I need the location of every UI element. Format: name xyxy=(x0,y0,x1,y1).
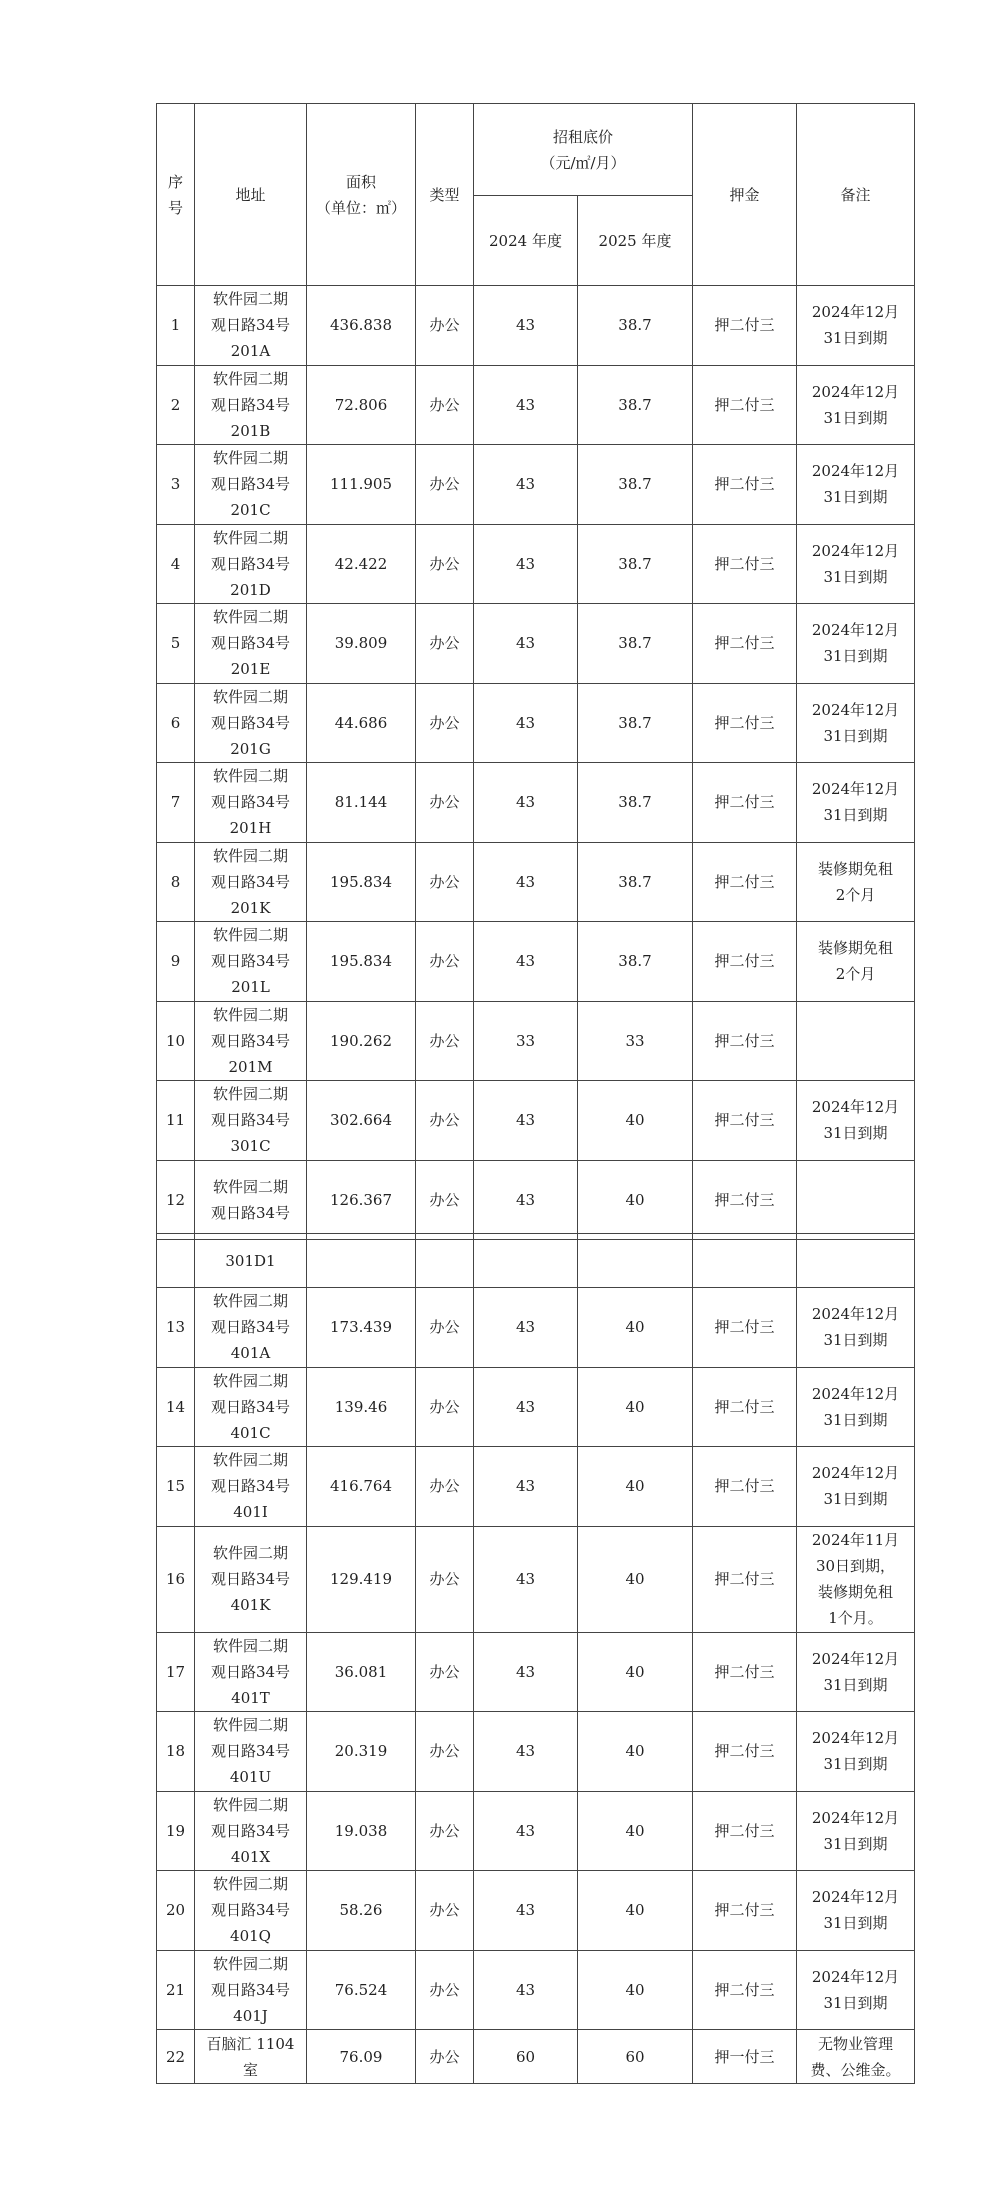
cont-cell xyxy=(578,1234,693,1288)
price-2025-cell: 38.7 xyxy=(578,524,693,604)
seq-cell: 2 xyxy=(157,365,195,445)
type-cell: 办公 xyxy=(416,1526,474,1632)
table-body-page1 xyxy=(157,286,915,1240)
table-row xyxy=(157,286,915,366)
deposit-cell: 押二付三 xyxy=(693,524,797,604)
header-address: 地址 xyxy=(195,104,307,286)
area-cell: 111.905 xyxy=(307,445,416,525)
header-year-2024: 2024 年度 xyxy=(474,196,578,286)
type-cell: 办公 xyxy=(416,683,474,763)
address-cell: 软件园二期 观日路34号 401X xyxy=(195,1791,307,1871)
address-cell: 软件园二期 观日路34号 401I xyxy=(195,1447,307,1527)
remark-cell: 2024年12月 31日到期 xyxy=(797,1288,915,1368)
price-2025-cell: 40 xyxy=(578,1447,693,1527)
deposit-cell: 押二付三 xyxy=(693,1632,797,1712)
deposit-cell: 押二付三 xyxy=(693,1526,797,1632)
deposit-cell: 押二付三 xyxy=(693,1001,797,1081)
price-2025-cell: 40 xyxy=(578,1950,693,2030)
seq-cell: 18 xyxy=(157,1712,195,1792)
seq-cell: 17 xyxy=(157,1632,195,1712)
rental-table-page1 xyxy=(156,103,915,1240)
area-cell: 20.319 xyxy=(307,1712,416,1792)
table-row xyxy=(157,842,915,922)
header-base-price: 招租底价 （元/㎡/月） xyxy=(474,104,693,196)
type-cell: 办公 xyxy=(416,1632,474,1712)
address-cell: 软件园二期 观日路34号 201M xyxy=(195,1001,307,1081)
area-cell: 302.664 xyxy=(307,1081,416,1161)
price-2024-cell: 43 xyxy=(474,1791,578,1871)
type-cell: 办公 xyxy=(416,1712,474,1792)
area-cell: 190.262 xyxy=(307,1001,416,1081)
address-cell: 软件园二期 观日路34号 401U xyxy=(195,1712,307,1792)
header-type: 类型 xyxy=(416,104,474,286)
header-deposit: 押金 xyxy=(693,104,797,286)
price-2025-cell: 40 xyxy=(578,1712,693,1792)
remark-cell: 2024年11月 30日到期， 装修期免租 1个月。 xyxy=(797,1526,915,1632)
type-cell: 办公 xyxy=(416,604,474,684)
remark-cell xyxy=(797,1160,915,1240)
price-2024-cell: 43 xyxy=(474,365,578,445)
price-2025-cell: 40 xyxy=(578,1160,693,1240)
address-cell: 软件园二期 观日路34号 401J xyxy=(195,1950,307,2030)
seq-cell: 11 xyxy=(157,1081,195,1161)
address-cell: 软件园二期 观日路34号 201H xyxy=(195,763,307,843)
address-cell: 软件园二期 观日路34号 201A xyxy=(195,286,307,366)
address-cell: 软件园二期 观日路34号 401K xyxy=(195,1526,307,1632)
price-2025-cell: 40 xyxy=(578,1081,693,1161)
type-cell: 办公 xyxy=(416,922,474,1002)
continuation-row xyxy=(157,1234,915,1288)
seq-cell: 15 xyxy=(157,1447,195,1527)
type-cell: 办公 xyxy=(416,1367,474,1447)
area-cell: 76.09 xyxy=(307,2030,416,2084)
type-cell: 办公 xyxy=(416,365,474,445)
type-cell: 办公 xyxy=(416,1288,474,1368)
table-row xyxy=(157,2030,915,2084)
price-2025-cell: 60 xyxy=(578,2030,693,2084)
type-cell: 办公 xyxy=(416,286,474,366)
cont-address-cell: 301D1 xyxy=(195,1234,307,1288)
remark-cell: 2024年12月 31日到期 xyxy=(797,365,915,445)
remark-cell: 无物业管理 费、公维金。 xyxy=(797,2030,915,2084)
seq-cell: 19 xyxy=(157,1791,195,1871)
remark-cell: 2024年12月 31日到期 xyxy=(797,1871,915,1951)
area-cell: 42.422 xyxy=(307,524,416,604)
type-cell: 办公 xyxy=(416,524,474,604)
seq-cell: 7 xyxy=(157,763,195,843)
table-row xyxy=(157,365,915,445)
seq-cell: 13 xyxy=(157,1288,195,1368)
area-cell: 416.764 xyxy=(307,1447,416,1527)
address-cell: 百脑汇 1104 室 xyxy=(195,2030,307,2084)
area-cell: 19.038 xyxy=(307,1791,416,1871)
type-cell: 办公 xyxy=(416,1160,474,1240)
table-row xyxy=(157,1950,915,2030)
area-cell: 81.144 xyxy=(307,763,416,843)
price-2024-cell: 43 xyxy=(474,1871,578,1951)
remark-cell: 2024年12月 31日到期 xyxy=(797,1950,915,2030)
type-cell: 办公 xyxy=(416,763,474,843)
deposit-cell: 押二付三 xyxy=(693,763,797,843)
type-cell: 办公 xyxy=(416,445,474,525)
price-2025-cell: 38.7 xyxy=(578,604,693,684)
table-row xyxy=(157,1001,915,1081)
address-cell: 软件园二期 观日路34号 401A xyxy=(195,1288,307,1368)
remark-cell: 2024年12月 31日到期 xyxy=(797,763,915,843)
cont-cell xyxy=(416,1234,474,1288)
seq-cell: 14 xyxy=(157,1367,195,1447)
area-cell: 436.838 xyxy=(307,286,416,366)
price-2025-cell: 40 xyxy=(578,1791,693,1871)
header-seq: 序 号 xyxy=(157,104,195,286)
seq-cell: 5 xyxy=(157,604,195,684)
type-cell: 办公 xyxy=(416,1001,474,1081)
seq-cell: 16 xyxy=(157,1526,195,1632)
price-2025-cell: 38.7 xyxy=(578,842,693,922)
cont-cell xyxy=(474,1234,578,1288)
deposit-cell: 押二付三 xyxy=(693,1950,797,2030)
type-cell: 办公 xyxy=(416,1081,474,1161)
price-2025-cell: 38.7 xyxy=(578,365,693,445)
table-row xyxy=(157,922,915,1002)
type-cell: 办公 xyxy=(416,1950,474,2030)
address-cell: 软件园二期 观日路34号 201E xyxy=(195,604,307,684)
deposit-cell: 押二付三 xyxy=(693,683,797,763)
seq-cell: 22 xyxy=(157,2030,195,2084)
address-cell: 软件园二期 观日路34号 201B xyxy=(195,365,307,445)
price-2024-cell: 43 xyxy=(474,1160,578,1240)
price-2024-cell: 43 xyxy=(474,1367,578,1447)
cont-cell xyxy=(693,1234,797,1288)
price-2024-cell: 60 xyxy=(474,2030,578,2084)
price-2024-cell: 43 xyxy=(474,1526,578,1632)
deposit-cell: 押二付三 xyxy=(693,1712,797,1792)
seq-cell: 4 xyxy=(157,524,195,604)
seq-cell: 1 xyxy=(157,286,195,366)
seq-cell: 8 xyxy=(157,842,195,922)
deposit-cell: 押二付三 xyxy=(693,1791,797,1871)
cont-cell xyxy=(307,1234,416,1288)
seq-cell: 9 xyxy=(157,922,195,1002)
remark-cell: 2024年12月 31日到期 xyxy=(797,1367,915,1447)
area-cell: 195.834 xyxy=(307,922,416,1002)
price-2024-cell: 43 xyxy=(474,1447,578,1527)
price-2024-cell: 43 xyxy=(474,1288,578,1368)
address-cell: 软件园二期 观日路34号 201G xyxy=(195,683,307,763)
deposit-cell: 押二付三 xyxy=(693,604,797,684)
table-row xyxy=(157,604,915,684)
area-cell: 44.686 xyxy=(307,683,416,763)
price-2024-cell: 43 xyxy=(474,1950,578,2030)
remark-cell: 2024年12月 31日到期 xyxy=(797,1712,915,1792)
table-row xyxy=(157,445,915,525)
deposit-cell: 押一付三 xyxy=(693,2030,797,2084)
table-row xyxy=(157,683,915,763)
table-row xyxy=(157,1081,915,1161)
remark-cell: 2024年12月 31日到期 xyxy=(797,604,915,684)
type-cell: 办公 xyxy=(416,2030,474,2084)
price-2024-cell: 43 xyxy=(474,1632,578,1712)
address-cell: 软件园二期 观日路34号 401C xyxy=(195,1367,307,1447)
deposit-cell: 押二付三 xyxy=(693,922,797,1002)
area-cell: 195.834 xyxy=(307,842,416,922)
remark-cell: 2024年12月 31日到期 xyxy=(797,1447,915,1527)
deposit-cell: 押二付三 xyxy=(693,1871,797,1951)
seq-cell: 6 xyxy=(157,683,195,763)
price-2024-cell: 33 xyxy=(474,1001,578,1081)
address-cell: 软件园二期 观日路34号 201L xyxy=(195,922,307,1002)
price-2025-cell: 40 xyxy=(578,1367,693,1447)
seq-cell: 20 xyxy=(157,1871,195,1951)
deposit-cell: 押二付三 xyxy=(693,842,797,922)
price-2024-cell: 43 xyxy=(474,683,578,763)
deposit-cell: 押二付三 xyxy=(693,286,797,366)
area-cell: 139.46 xyxy=(307,1367,416,1447)
price-2025-cell: 40 xyxy=(578,1871,693,1951)
table-body-page2 xyxy=(157,1234,915,2084)
remark-cell: 2024年12月 31日到期 xyxy=(797,1791,915,1871)
remark-cell: 2024年12月 31日到期 xyxy=(797,683,915,763)
header-area: 面积 （单位：㎡） xyxy=(307,104,416,286)
table-row xyxy=(157,1791,915,1871)
table-row xyxy=(157,1871,915,1951)
cont-cell xyxy=(157,1234,195,1288)
price-2025-cell: 33 xyxy=(578,1001,693,1081)
table-row xyxy=(157,1712,915,1792)
table-row xyxy=(157,1367,915,1447)
remark-cell: 2024年12月 31日到期 xyxy=(797,445,915,525)
area-cell: 72.806 xyxy=(307,365,416,445)
remark-cell: 2024年12月 31日到期 xyxy=(797,524,915,604)
deposit-cell: 押二付三 xyxy=(693,1447,797,1527)
deposit-cell: 押二付三 xyxy=(693,445,797,525)
address-cell: 软件园二期 观日路34号 401T xyxy=(195,1632,307,1712)
price-2025-cell: 40 xyxy=(578,1632,693,1712)
price-2024-cell: 43 xyxy=(474,763,578,843)
price-2024-cell: 43 xyxy=(474,922,578,1002)
deposit-cell: 押二付三 xyxy=(693,1160,797,1240)
deposit-cell: 押二付三 xyxy=(693,1288,797,1368)
price-2025-cell: 38.7 xyxy=(578,922,693,1002)
type-cell: 办公 xyxy=(416,1791,474,1871)
area-cell: 173.439 xyxy=(307,1288,416,1368)
address-cell: 软件园二期 观日路34号 401Q xyxy=(195,1871,307,1951)
price-2025-cell: 38.7 xyxy=(578,763,693,843)
remark-cell: 2024年12月 31日到期 xyxy=(797,286,915,366)
table-row xyxy=(157,1160,915,1240)
address-cell: 软件园二期 观日路34号 201D xyxy=(195,524,307,604)
price-2024-cell: 43 xyxy=(474,1081,578,1161)
remark-cell: 2024年12月 31日到期 xyxy=(797,1081,915,1161)
cont-cell xyxy=(797,1234,915,1288)
deposit-cell: 押二付三 xyxy=(693,1367,797,1447)
rental-table-page2 xyxy=(156,1233,915,2084)
deposit-cell: 押二付三 xyxy=(693,1081,797,1161)
price-2024-cell: 43 xyxy=(474,286,578,366)
table-row xyxy=(157,1288,915,1368)
table-row xyxy=(157,1526,915,1632)
table-row xyxy=(157,1632,915,1712)
price-2025-cell: 40 xyxy=(578,1526,693,1632)
type-cell: 办公 xyxy=(416,1871,474,1951)
deposit-cell: 押二付三 xyxy=(693,365,797,445)
area-cell: 76.524 xyxy=(307,1950,416,2030)
address-cell: 软件园二期 观日路34号 201K xyxy=(195,842,307,922)
seq-cell: 10 xyxy=(157,1001,195,1081)
area-cell: 39.809 xyxy=(307,604,416,684)
table-row xyxy=(157,1447,915,1527)
price-2024-cell: 43 xyxy=(474,1712,578,1792)
area-cell: 129.419 xyxy=(307,1526,416,1632)
price-2025-cell: 38.7 xyxy=(578,286,693,366)
address-cell: 软件园二期 观日路34号 201C xyxy=(195,445,307,525)
seq-cell: 12 xyxy=(157,1160,195,1240)
header-remark: 备注 xyxy=(797,104,915,286)
area-cell: 36.081 xyxy=(307,1632,416,1712)
remark-cell: 2024年12月 31日到期 xyxy=(797,1632,915,1712)
price-2024-cell: 43 xyxy=(474,842,578,922)
seq-cell: 21 xyxy=(157,1950,195,2030)
header-year-2025: 2025 年度 xyxy=(578,196,693,286)
remark-cell: 装修期免租 2个月 xyxy=(797,922,915,1002)
type-cell: 办公 xyxy=(416,842,474,922)
price-2025-cell: 38.7 xyxy=(578,683,693,763)
price-2024-cell: 43 xyxy=(474,524,578,604)
address-cell: 软件园二期 观日路34号 301C xyxy=(195,1081,307,1161)
address-cell: 软件园二期 观日路34号 xyxy=(195,1160,307,1240)
seq-cell: 3 xyxy=(157,445,195,525)
area-cell: 126.367 xyxy=(307,1160,416,1240)
price-2025-cell: 40 xyxy=(578,1288,693,1368)
type-cell: 办公 xyxy=(416,1447,474,1527)
area-cell: 58.26 xyxy=(307,1871,416,1951)
remark-cell: 装修期免租 2个月 xyxy=(797,842,915,922)
price-2024-cell: 43 xyxy=(474,445,578,525)
table-row xyxy=(157,524,915,604)
remark-cell xyxy=(797,1001,915,1081)
price-2024-cell: 43 xyxy=(474,604,578,684)
table-row xyxy=(157,763,915,843)
price-2025-cell: 38.7 xyxy=(578,445,693,525)
